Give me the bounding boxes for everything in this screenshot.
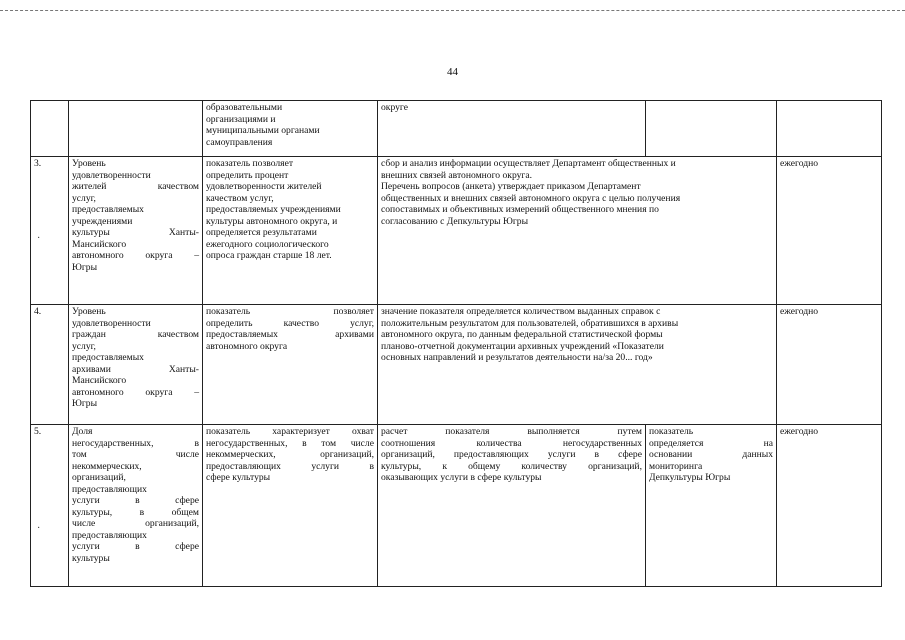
word: организаций,	[145, 518, 199, 529]
word: числе	[72, 518, 96, 529]
cell-name	[69, 305, 203, 425]
text-line	[649, 461, 773, 473]
table-row	[31, 425, 882, 587]
word: Ханты-	[168, 363, 199, 375]
word: Мансийского	[72, 375, 127, 386]
word: культуры,	[381, 460, 422, 472]
text-line	[72, 495, 199, 507]
cell-name	[69, 425, 203, 587]
text-line	[381, 461, 642, 473]
word: в	[135, 541, 140, 552]
word: в	[369, 460, 374, 472]
word: автономного	[72, 250, 124, 261]
cell-period: ежегодно	[777, 425, 882, 587]
word: предоставляемых	[72, 352, 144, 363]
text-line	[649, 426, 773, 438]
text-line: значение показателя определяется количеством выданных справок с	[381, 306, 661, 317]
text-line	[72, 484, 199, 496]
word: определить	[206, 317, 253, 329]
text-line	[72, 530, 199, 542]
text-line	[72, 329, 199, 341]
word: определяется	[649, 437, 704, 449]
text-line	[206, 449, 374, 461]
text-line	[72, 181, 199, 193]
word: Депкультуры Югры	[649, 472, 731, 483]
scan-tick-mark: ·	[37, 233, 41, 244]
text-line: согласованию с Депкультуры Югры	[381, 215, 529, 227]
word: числе	[175, 449, 199, 460]
text-line: внешних связей автономного округа.	[381, 169, 532, 181]
cell-source	[646, 101, 777, 157]
text-line	[72, 216, 199, 228]
text-line: показатель позволяет	[206, 158, 294, 169]
cell-num: 5.	[31, 425, 69, 587]
word: автономного	[72, 386, 124, 398]
cell-description	[203, 157, 378, 305]
word: данных	[742, 449, 773, 460]
word: характеризует	[272, 426, 330, 437]
text-line	[206, 329, 374, 341]
text-line	[72, 438, 199, 450]
word: в	[194, 437, 199, 449]
cell-period: ежегодно	[777, 305, 882, 425]
word: автономного округа	[206, 340, 288, 352]
word: предоставляющих	[206, 460, 281, 472]
word: в	[302, 437, 307, 449]
word: культуры	[72, 227, 110, 238]
cell-period	[777, 101, 882, 157]
word: услуг,	[350, 317, 374, 329]
scan-edge-line	[0, 10, 905, 11]
word: предоставляемых	[72, 204, 144, 215]
text-line: сбор и анализ информации осуществляет Департамент общественных и	[381, 158, 676, 169]
word: сфере	[618, 449, 642, 460]
cell-num	[31, 101, 69, 157]
word: предоставляющих	[72, 529, 147, 541]
word: –	[194, 386, 199, 398]
word: количества	[476, 437, 522, 449]
word: расчет	[381, 426, 408, 437]
word: негосударственных,	[72, 437, 154, 449]
word: предоставляемых	[206, 329, 278, 340]
text-line: положительным результатом для пользователей, обратившихся в архивы	[381, 317, 679, 329]
word: охват	[352, 426, 374, 437]
text-line	[72, 398, 199, 410]
word: Уровень	[72, 158, 106, 169]
cell-description	[203, 425, 378, 587]
text-line	[72, 204, 199, 216]
text-line	[381, 438, 642, 450]
word: сфере культуры	[206, 472, 271, 483]
text-line	[72, 170, 199, 182]
text-line: определяется результатами	[206, 227, 317, 238]
cell-name	[69, 101, 203, 157]
word: основании	[649, 449, 693, 460]
word: услуги	[547, 449, 576, 460]
text-line	[72, 387, 199, 399]
cell-method: округе	[378, 101, 646, 157]
word: Уровень	[72, 306, 106, 317]
word: Югры	[72, 261, 98, 273]
text-line	[72, 341, 199, 353]
text-line	[72, 426, 199, 438]
text-line	[649, 472, 773, 484]
text-line: культуры автономного округа, и	[206, 215, 338, 227]
word: количеству	[521, 460, 567, 472]
word: сфере	[175, 541, 199, 552]
text-line	[72, 461, 199, 473]
word: оказывающих услуги в сфере культуры	[381, 472, 542, 483]
word: Мансийского	[72, 238, 127, 250]
word: соотношения	[381, 437, 436, 449]
word: путем	[617, 426, 642, 437]
word: некоммерческих,	[206, 449, 276, 460]
text-line: удовлетворенности жителей	[206, 181, 322, 192]
word: учреждениями	[72, 215, 133, 227]
text-line	[72, 318, 199, 330]
word: общем	[171, 506, 199, 518]
word: сфере	[175, 495, 199, 506]
cell-description	[203, 305, 378, 425]
word: услуги	[72, 541, 100, 552]
word: показатель	[206, 426, 251, 437]
text-line: автономного округа, по данным федеральной статистической формы	[381, 329, 663, 340]
word: общему	[468, 460, 501, 472]
text-line	[72, 541, 199, 553]
text-line: качеством услуг,	[206, 192, 274, 204]
word: показатель	[206, 306, 251, 317]
table-row	[31, 157, 882, 305]
text-line: предоставляемых учреждениями	[206, 204, 341, 215]
cell-method	[378, 305, 777, 425]
word: архивами	[335, 329, 374, 340]
cell-description: образовательными организациями и муниципальными органами самоуправления	[203, 101, 378, 157]
text-line	[206, 341, 374, 353]
cell-name	[69, 157, 203, 305]
cell-source	[646, 425, 777, 587]
text-line	[72, 250, 199, 262]
text-line	[72, 262, 199, 274]
text-line	[206, 318, 374, 330]
word: Ханты-	[168, 227, 199, 238]
cell-num: 3.	[31, 157, 69, 305]
text-line	[206, 461, 374, 473]
word: округа	[145, 386, 173, 398]
word: числе	[350, 437, 374, 449]
text-line: Перечень вопросов (анкета) утверждает приказом Департамент	[381, 181, 641, 192]
text-line	[649, 449, 773, 461]
word: качество	[283, 317, 320, 329]
word: граждан	[72, 329, 106, 340]
word: том	[321, 437, 337, 449]
text-line: основных направлений и результатов деятельности на/за 20... год»	[381, 352, 653, 363]
text-line: ежегодного социологического	[206, 238, 329, 250]
word: архивами	[72, 363, 111, 375]
text-line	[72, 193, 199, 205]
word: округа	[145, 250, 173, 261]
word: культуры,	[72, 506, 113, 518]
text-line	[381, 472, 642, 484]
text-line	[72, 158, 199, 170]
word: на	[763, 437, 773, 449]
word: том	[72, 449, 87, 460]
word: качеством	[157, 181, 199, 192]
word: позволяет	[333, 306, 374, 317]
text-line	[72, 306, 199, 318]
word: показатель	[649, 426, 694, 437]
text-line	[72, 364, 199, 376]
word: организаций,	[320, 449, 374, 460]
word: услуги	[311, 460, 340, 472]
text-line: общественных и внешних связей автономного округа с целью получения	[381, 192, 681, 204]
word: предоставляющих	[72, 483, 147, 495]
word: Югры	[72, 398, 98, 409]
word: жителей	[72, 181, 107, 192]
word: культуры	[72, 552, 110, 564]
word: Доля	[72, 426, 93, 437]
text-line	[381, 449, 642, 461]
word: в	[135, 495, 140, 506]
word: –	[194, 250, 199, 261]
word: предоставляющих	[453, 449, 529, 460]
table-row	[31, 305, 882, 425]
word: организаций,	[588, 460, 642, 472]
word: удовлетворенности	[72, 169, 151, 181]
word: показателя	[445, 426, 490, 437]
word: удовлетворенности	[72, 317, 151, 329]
text-line	[206, 438, 374, 450]
word: услуги	[72, 495, 100, 506]
text-line	[72, 553, 199, 565]
text-line	[381, 426, 642, 438]
text-line	[72, 352, 199, 364]
text-line: опроса граждан старше 18 лет.	[206, 250, 332, 261]
text-line	[72, 518, 199, 530]
word: в	[594, 449, 600, 460]
text-line	[72, 239, 199, 251]
word: в	[139, 506, 145, 518]
text-line	[206, 426, 374, 438]
text-line	[649, 438, 773, 450]
cell-num: 4.	[31, 305, 69, 425]
word: выполняется	[527, 426, 580, 437]
word: негосударственных,	[206, 437, 288, 449]
text-line	[206, 472, 374, 484]
text-line	[206, 306, 374, 318]
text-line	[72, 375, 199, 387]
word: к	[442, 460, 447, 472]
cell-method	[378, 157, 777, 305]
text-line: определить процент	[206, 169, 289, 181]
indicators-table	[30, 100, 882, 587]
text-line	[72, 227, 199, 239]
word: организаций,	[72, 472, 126, 483]
text-line	[72, 449, 199, 461]
text-line: планово-отчетной документации архивных учреждений «Показатели	[381, 340, 664, 352]
table-row-continued	[31, 101, 882, 157]
word: услуг,	[72, 192, 96, 204]
word: услуг,	[72, 340, 96, 352]
cell-method	[378, 425, 646, 587]
word: организаций,	[381, 449, 435, 460]
word: качеством	[157, 329, 199, 340]
cell-period: ежегодно	[777, 157, 882, 305]
word: негосударственных	[562, 437, 642, 449]
text-line	[72, 472, 199, 484]
text-line	[72, 507, 199, 519]
page-number: 44	[447, 66, 458, 78]
word: некоммерческих,	[72, 460, 142, 472]
text-line: сопоставимых и объективных измерений общественного мнения по	[381, 204, 659, 215]
word: мониторинга	[649, 460, 703, 472]
scan-tick-mark: ·	[37, 523, 41, 534]
